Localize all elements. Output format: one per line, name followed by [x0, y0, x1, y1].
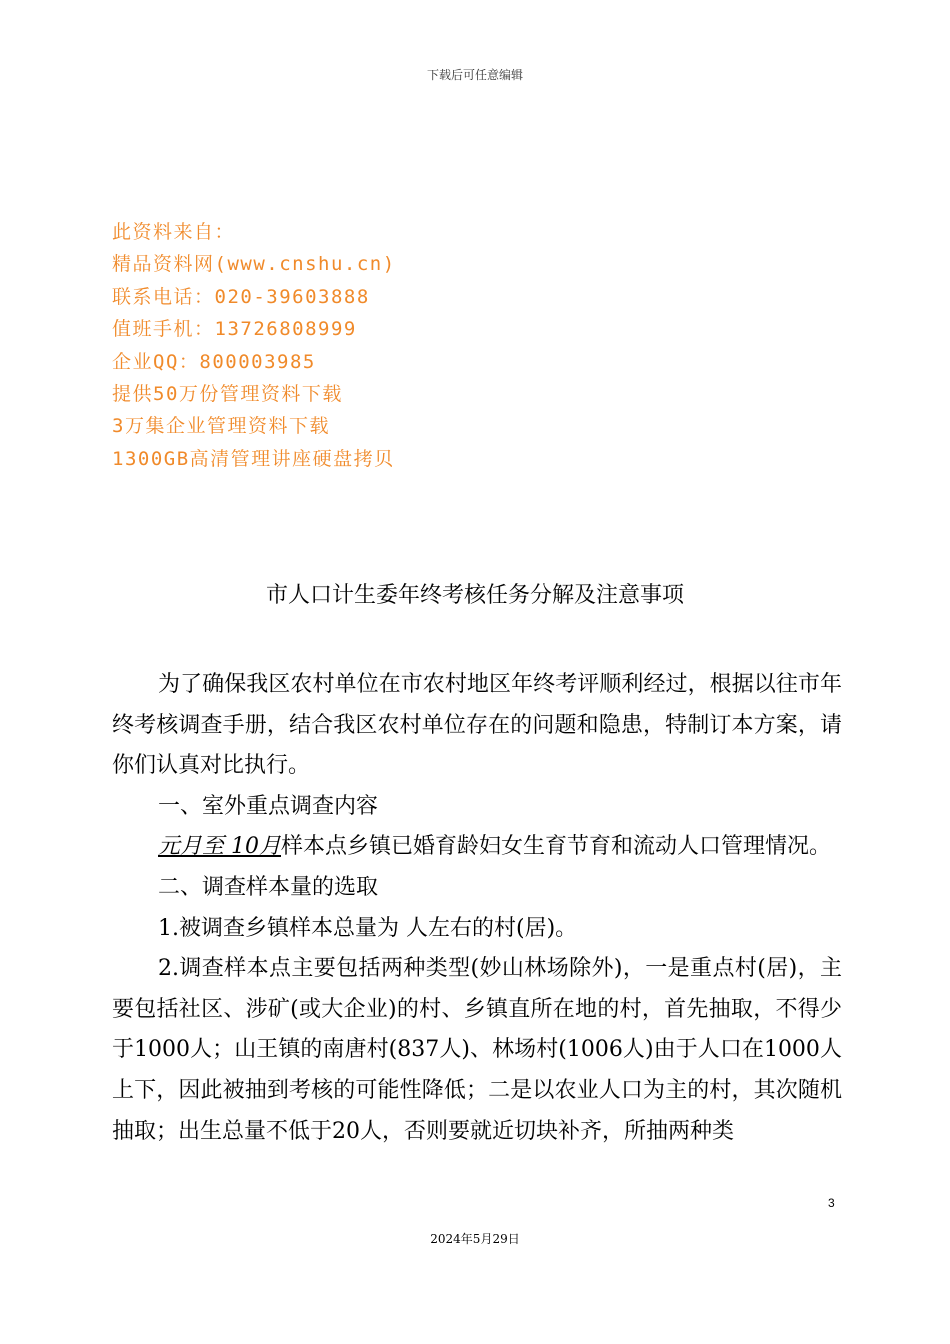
promo-line-2: 3万集企业管理资料下载 — [112, 415, 330, 438]
qq-line: 企业QQ：800003985 — [112, 350, 316, 373]
date-range-underlined: 元月至 10月 — [158, 834, 281, 860]
promo-line-3: 1300GB高清管理讲座硬盘拷贝 — [112, 447, 395, 470]
list-item-2: 2.调查样本点主要包括两种类型(妙山林场除外)，一是重点村(居)，主要包括社区、涉矿(或大企业)的村、乡镇直所在地的村，首先抽取，不得少于1000人；山王镇的南唐村(837人)、林场村(1006人)由于人口在1000人上下，因此被抽到考核的可能性降低；二是以农业人口为主的村，其次随机抽取；出生总量不低于20人，否则要就近切块补齐，所抽两种类 — [112, 956, 842, 1144]
list-item-1: 1.被调查乡镇样本总量为 人左右的村(居)。 — [158, 915, 578, 941]
document-title: 市人口计生委年终考核任务分解及注意事项 — [265, 583, 684, 608]
page-header: 下载后可任意编辑 — [426, 68, 523, 82]
document-body — [112, 665, 842, 1152]
intro-paragraph: 为了确保我区农村单位在市农村地区年终考评顺利经过，根据以往市年终考核调查手册，结合我区农村单位存在的问题和隐患，特制订本方案，请你们认真对比执行。 — [112, 672, 842, 779]
section-heading-2: 二、调查样本量的选取 — [158, 874, 379, 900]
survey-content-text: 样本点乡镇已婚育龄妇女生育节育和流动人口管理情况。 — [281, 834, 832, 860]
page-number: 3 — [828, 1196, 835, 1210]
survey-content-paragraph — [112, 827, 842, 868]
section-heading-1: 一、室外重点调查内容 — [158, 793, 379, 819]
page-footer-date: 2024年5月29日 — [430, 1232, 520, 1246]
promo-line-1: 提供50万份管理资料下载 — [112, 382, 343, 405]
source-info-block — [112, 216, 396, 475]
phone-line: 联系电话：020-39603888 — [112, 285, 370, 308]
source-line: 此资料来自： — [112, 221, 236, 243]
source-website-line: 精品资料网(www.cnshu.cn) — [112, 253, 396, 276]
mobile-line: 值班手机：13726808999 — [112, 318, 357, 341]
